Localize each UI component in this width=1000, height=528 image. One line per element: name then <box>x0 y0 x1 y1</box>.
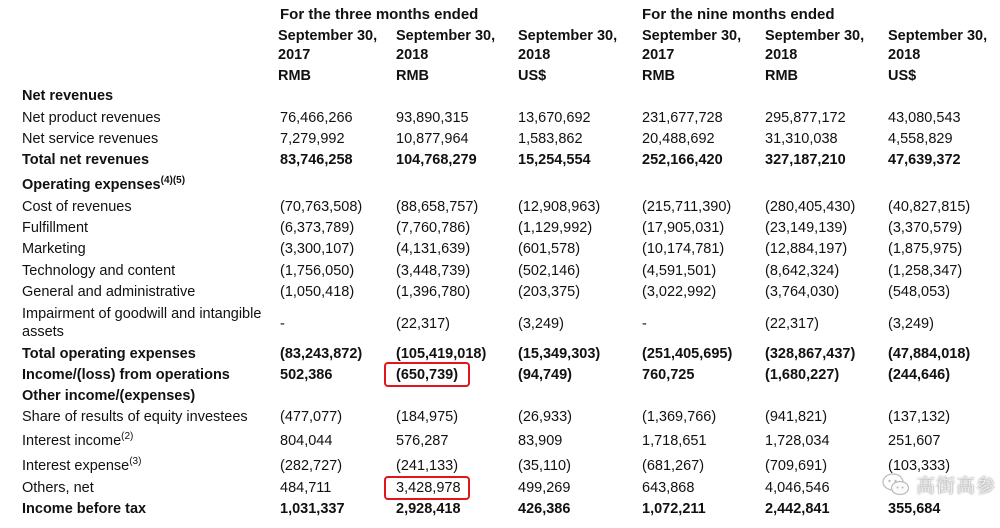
table-cell: (282,727) <box>280 458 343 474</box>
table-cell: 43,080,543 <box>888 110 961 126</box>
table-cell: (83,243,872) <box>280 346 363 362</box>
table-row <box>0 88 1000 109</box>
table-row <box>0 501 1000 522</box>
table-cell: 426,386 <box>518 501 571 517</box>
table-cell: (502,146) <box>518 263 581 279</box>
table-cell: 484,711 <box>280 480 332 496</box>
table-cell: 327,187,210 <box>765 152 846 168</box>
row-label: Cost of revenues <box>22 199 132 215</box>
row-label: Interest income$^{(2)}$ <box>22 431 134 449</box>
table-cell: (1,369,766) <box>642 409 717 425</box>
row-label: Net service revenues <box>22 131 159 147</box>
row-label: Fulfillment <box>22 220 89 236</box>
table-cell: (8,642,324) <box>765 263 840 279</box>
table-row <box>0 433 1000 454</box>
table-cell: (203,375) <box>518 284 581 300</box>
highlight-box-operations-loss <box>384 362 470 387</box>
table-cell: (3,022,992) <box>642 284 717 300</box>
table-cell: 2,928,418 <box>396 501 461 517</box>
row-label: Marketing <box>22 241 86 257</box>
table-row <box>0 284 1000 305</box>
table-row <box>0 409 1000 430</box>
table-cell: (3,370,579) <box>888 220 963 236</box>
table-cell: 13,670,692 <box>518 110 591 126</box>
table-cell: 760,725 <box>642 367 695 383</box>
table-cell: 295,877,172 <box>765 110 846 126</box>
table-cell: (10,174,781) <box>642 241 725 257</box>
table-cell: 4,558,829 <box>888 131 953 147</box>
table-cell: 10,877,964 <box>396 131 469 147</box>
table-row <box>0 388 1000 409</box>
footnote-marker: (3) <box>129 456 142 468</box>
table-cell: (1,396,780) <box>396 284 471 300</box>
table-cell: 83,746,258 <box>280 152 353 168</box>
column-header: September 30, 2018 RMB <box>765 28 865 84</box>
table-cell: 252,166,420 <box>642 152 723 168</box>
table-cell: (241,133) <box>396 458 459 474</box>
table-cell: (88,658,757) <box>396 199 479 215</box>
table-cell: (941,821) <box>765 409 828 425</box>
table-row <box>0 220 1000 241</box>
table-cell: 576,287 <box>396 433 449 449</box>
table-cell: (7,760,786) <box>396 220 471 236</box>
row-label: Total operating expenses <box>22 346 196 362</box>
table-cell: (17,905,031) <box>642 220 725 236</box>
table-row <box>0 131 1000 152</box>
table-cell: (4,591,501) <box>642 263 717 279</box>
table-row <box>0 199 1000 220</box>
table-cell: 15,254,554 <box>518 152 591 168</box>
table-cell: (4,131,639) <box>396 241 471 257</box>
table-cell: 1,072,211 <box>642 501 706 517</box>
table-cell: 3,428,978 <box>396 480 461 496</box>
row-label-line2: assets <box>22 324 64 340</box>
table-cell: 643,868 <box>642 480 695 496</box>
table-cell: (3,249) <box>888 316 934 332</box>
footnote-marker: (2) <box>121 431 134 443</box>
column-header: September 30, 2018 RMB <box>396 28 496 84</box>
table-cell: 93,890,315 <box>396 110 469 126</box>
table-cell: (70,763,508) <box>280 199 363 215</box>
table-cell: (184,975) <box>396 409 459 425</box>
table-cell: 7,279,992 <box>280 131 345 147</box>
table-cell: (1,129,992) <box>518 220 593 236</box>
table-cell: (47,884,018) <box>888 346 971 362</box>
table-row <box>0 367 1000 388</box>
table-cell: (251,405,695) <box>642 346 733 362</box>
table-cell: (103,333) <box>888 458 951 474</box>
table-cell: 231,677,728 <box>642 110 723 126</box>
row-label: Net revenues <box>22 88 114 104</box>
table-row <box>0 480 1000 501</box>
highlight-box-others-net <box>384 476 470 500</box>
table-row <box>0 458 1000 479</box>
row-label: Others, net <box>22 480 94 496</box>
header-group-three-months: For the three months ended <box>280 6 479 23</box>
table-cell: (26,933) <box>518 409 573 425</box>
table-cell: 1,728,034 <box>765 433 830 449</box>
table-cell: (40,827,815) <box>888 199 971 215</box>
table-cell: 31,310,038 <box>765 131 838 147</box>
table-cell: 20,488,692 <box>642 131 715 147</box>
table-cell: - <box>642 316 647 332</box>
table-cell: 1,583,862 <box>518 131 583 147</box>
table-cell: (35,110) <box>518 458 571 474</box>
table-row <box>0 110 1000 131</box>
table-cell: (328,867,437) <box>765 346 856 362</box>
table-cell: (280,405,430) <box>765 199 856 215</box>
column-header: September 30, 2017 RMB <box>642 28 742 84</box>
table-row <box>0 346 1000 367</box>
row-label: Technology and content <box>22 263 176 279</box>
table-cell: (650,739) <box>396 367 459 383</box>
table-cell: 1,718,651 <box>642 433 707 449</box>
table-cell: 76,466,266 <box>280 110 353 126</box>
table-cell: (12,884,197) <box>765 241 848 257</box>
watermark <box>882 471 996 498</box>
table-cell: (105,419,018) <box>396 346 487 362</box>
table-cell: (548,053) <box>888 284 951 300</box>
table-row <box>0 152 1000 173</box>
table-cell: 4,046,546 <box>765 480 830 496</box>
row-label: Operating expenses$^{(4)(5)}$ <box>22 175 186 193</box>
table-cell: (22,317) <box>765 316 820 332</box>
column-header: September 30, 2017 RMB <box>278 28 378 84</box>
row-label-line1: Impairment of goodwill and intangible <box>22 306 262 322</box>
row-label: Interest expense$^{(3)}$ <box>22 456 142 474</box>
table-row <box>0 263 1000 284</box>
table-cell: (601,578) <box>518 241 581 257</box>
row-label: Income before tax <box>22 501 147 517</box>
table-cell: (1,875,975) <box>888 241 963 257</box>
row-label: Income/(loss) from operations <box>22 367 230 383</box>
table-cell: (3,448,739) <box>396 263 471 279</box>
table-row <box>0 241 1000 262</box>
table-cell: (1,680,227) <box>765 367 840 383</box>
row-label: Other income/(expenses) <box>22 388 196 404</box>
table-cell: (1,756,050) <box>280 263 355 279</box>
table-cell: 2,442,841 <box>765 501 830 517</box>
column-header: September 30, 2018 US$ <box>518 28 618 84</box>
footnote-marker: (4)(5) <box>160 175 186 187</box>
wechat-logo-icon <box>882 472 910 498</box>
table-cell: (3,300,107) <box>280 241 355 257</box>
table-cell: 104,768,279 <box>396 152 477 168</box>
table-cell: 502,386 <box>280 367 333 383</box>
table-cell: 499,269 <box>518 480 571 496</box>
table-cell: (3,249) <box>518 316 564 332</box>
table-row <box>0 177 1000 198</box>
table-cell: (15,349,303) <box>518 346 601 362</box>
row-label: General and administrative <box>22 284 196 300</box>
column-header: September 30, 2018 US$ <box>888 28 988 84</box>
table-cell: 355,684 <box>888 501 941 517</box>
table-cell: 1,031,337 <box>280 501 345 517</box>
table-cell: (94,749) <box>518 367 573 383</box>
table-cell: (3,764,030) <box>765 284 840 300</box>
table-cell: 83,909 <box>518 433 563 449</box>
header-group-nine-months: For the nine months ended <box>642 6 835 23</box>
table-cell: (1,258,347) <box>888 263 963 279</box>
table-cell: - <box>280 316 285 332</box>
row-label: Net product revenues <box>22 110 161 126</box>
table-cell: 47,639,372 <box>888 152 961 168</box>
watermark-text: 高街高参 <box>915 476 996 497</box>
table-cell: (23,149,139) <box>765 220 848 236</box>
table-cell: (681,267) <box>642 458 705 474</box>
table-cell: 804,044 <box>280 433 333 449</box>
table-cell: 251,607 <box>888 433 941 449</box>
table-cell: (12,908,963) <box>518 199 601 215</box>
table-cell: (244,646) <box>888 367 951 383</box>
row-label: Share of results of equity investees <box>22 409 248 425</box>
row-label: Total net revenues <box>22 152 150 168</box>
table-cell: (6,373,789) <box>280 220 355 236</box>
table-cell: (709,691) <box>765 458 828 474</box>
table-cell: (477,077) <box>280 409 343 425</box>
table-cell: (1,050,418) <box>280 284 355 300</box>
table-cell: (215,711,390) <box>642 199 732 215</box>
table-cell: (22,317) <box>396 316 451 332</box>
table-cell: (137,132) <box>888 409 951 425</box>
